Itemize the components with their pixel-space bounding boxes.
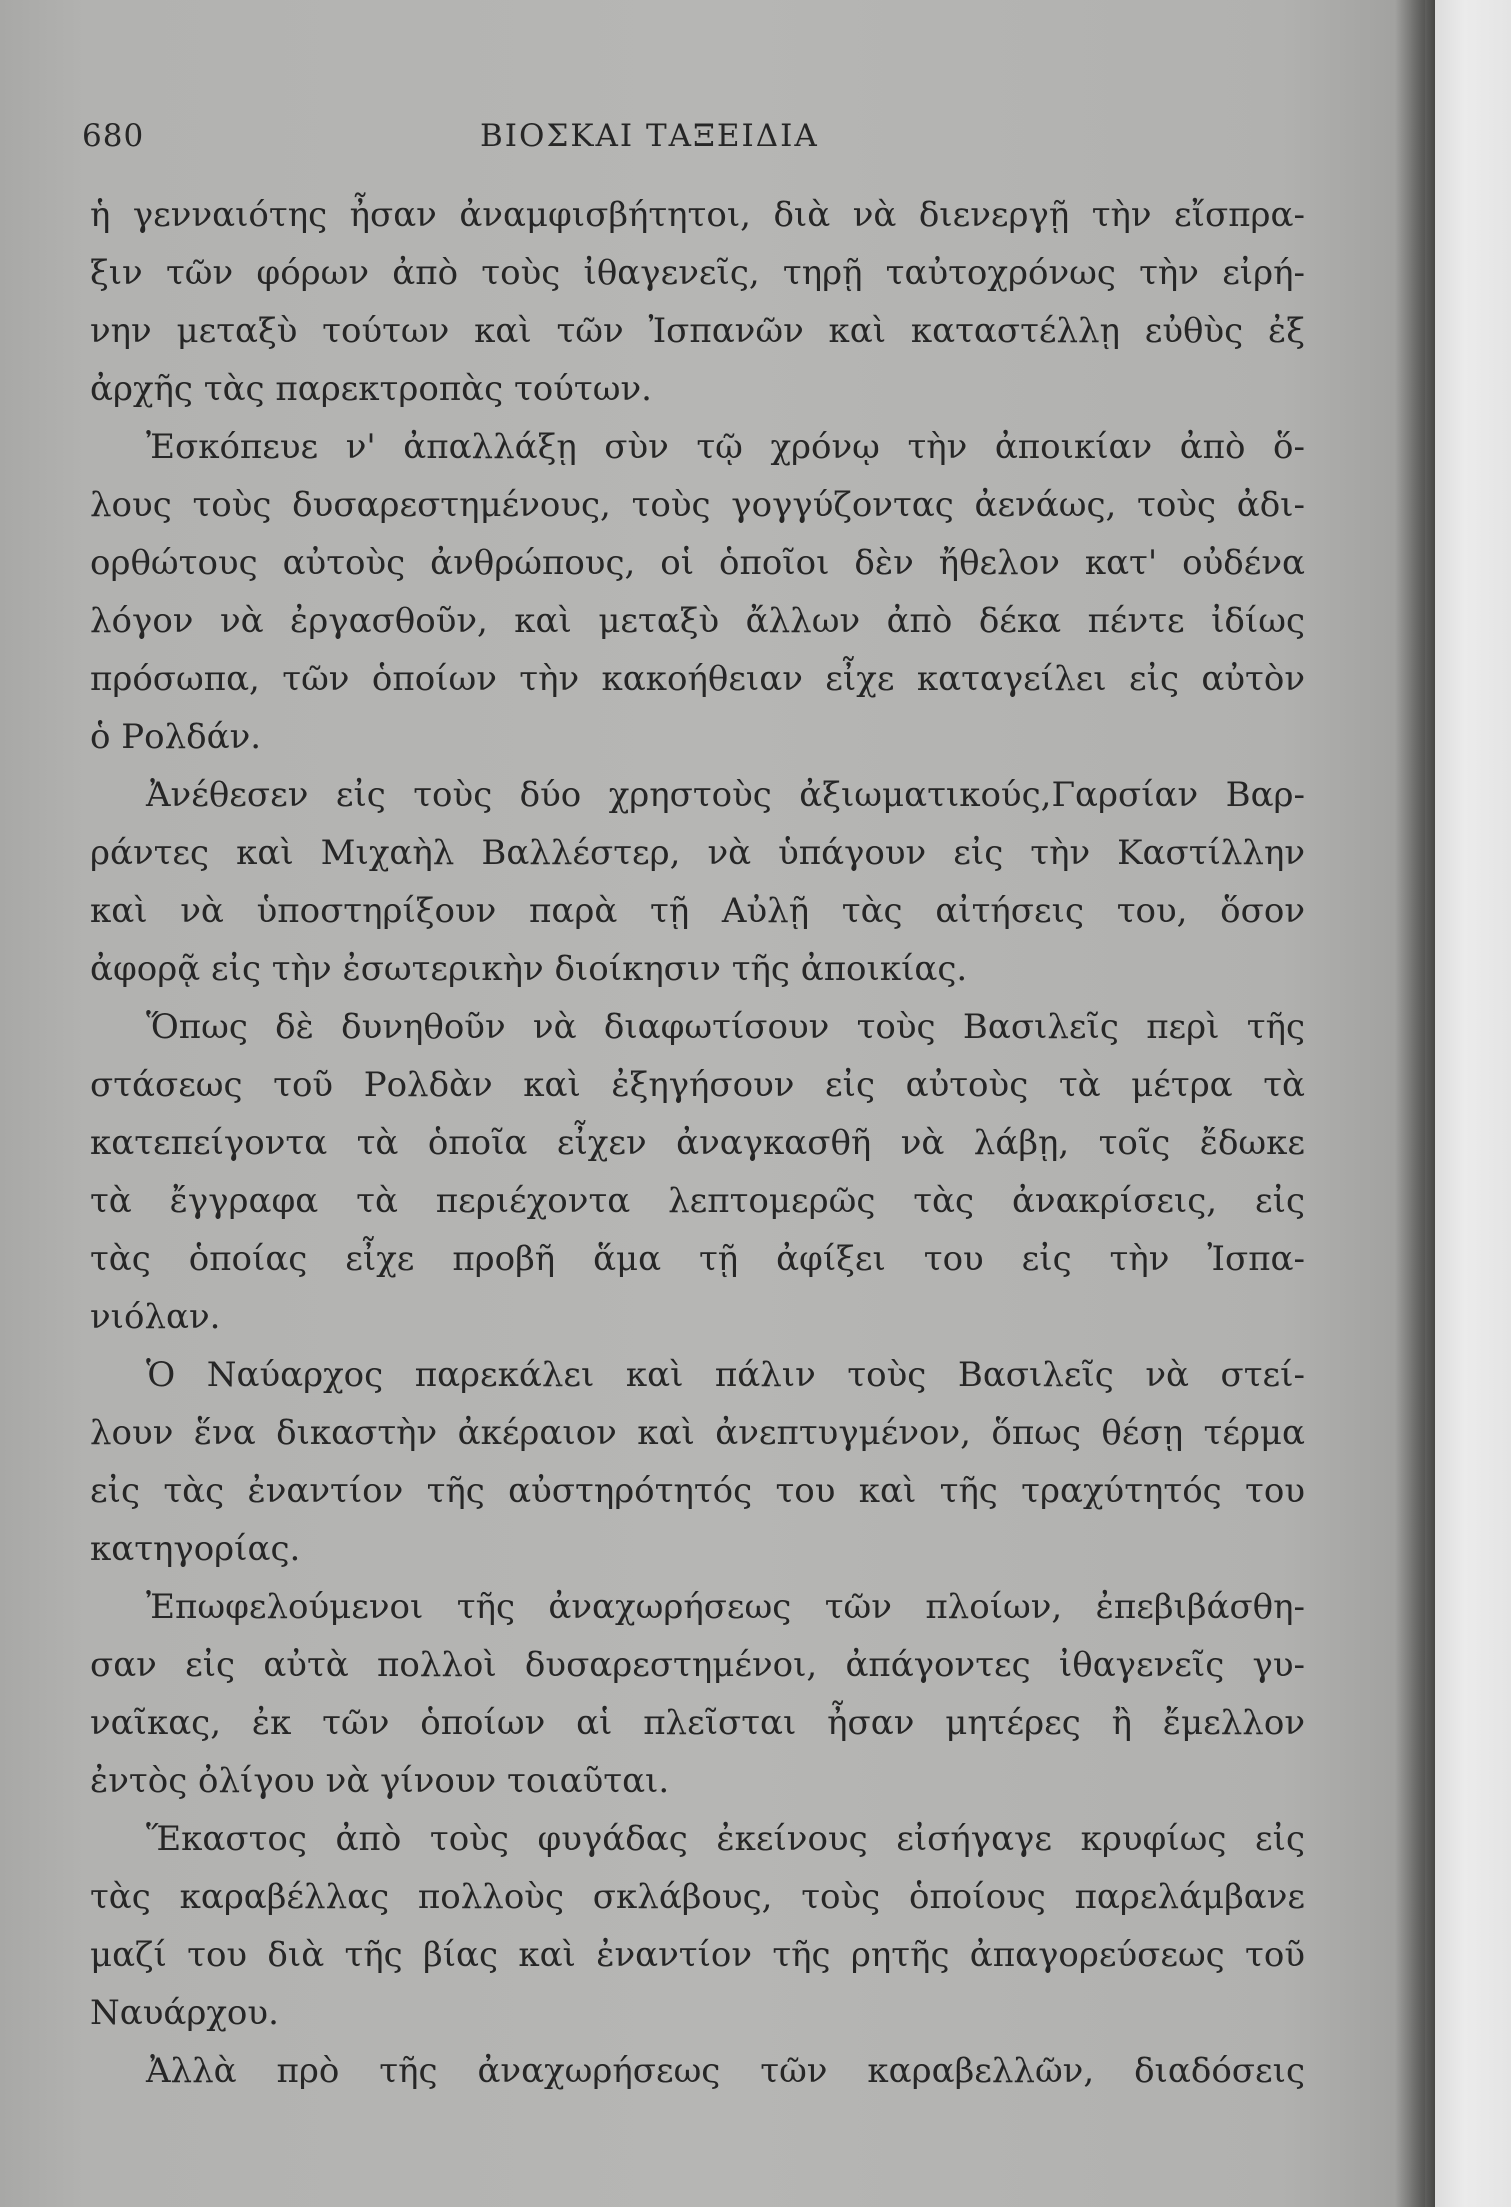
text-line: καὶ νὰ ὑποστηρίξουν παρὰ τῇ Αὐλῇ τὰς αἰτήσεις του, ὅσον: [90, 891, 1305, 931]
text-line: ὁ Ρολδάν.: [90, 717, 262, 757]
text-line: μαζί του διὰ τῆς βίας καὶ ἐναντίον τῆς ρητῆς ἀπαγορεύσεως τοῦ: [90, 1935, 1305, 1975]
text-line: ράντες καὶ Μιχαὴλ Βαλλέστερ, νὰ ὑπάγουν εἰς τὴν Καστίλλην: [90, 833, 1305, 873]
text-line: Ναυάρχου.: [90, 1993, 279, 2033]
text-line: νιόλαν.: [90, 1297, 221, 1337]
running-head: ΒΙΟΣΚΑΙ ΤΑΞΕΙΔΙΑ: [480, 118, 819, 154]
text-line: ἐντὸς ὀλίγου νὰ γίνουν τοιαῦται.: [90, 1761, 670, 1801]
text-line: τὰ ἔγγραφα τὰ περιέχοντα λεπτομερῶς τὰς ἀνακρίσεις, εἰς: [90, 1181, 1305, 1221]
text-line: Ἀλλὰ πρὸ τῆς ἀναχωρήσεως τῶν καραβελλῶν, διαδόσεις: [146, 2051, 1305, 2091]
text-line: Ἐπωφελούμενοι τῆς ἀναχωρήσεως τῶν πλοίων, ἐπεβιβάσθη-: [146, 1587, 1305, 1627]
gutter-shadow: [1395, 0, 1435, 2207]
text-line: κατεπείγοντα τὰ ὁποῖα εἶχεν ἀναγκασθῆ νὰ λάβῃ, τοῖς ἔδωκε: [90, 1123, 1305, 1163]
page-number: 680: [82, 118, 145, 154]
text-line: πρόσωπα, τῶν ὁποίων τὴν κακοήθειαν εἶχε καταγείλει εἰς αὐτὸν: [90, 659, 1305, 699]
text-line: σαν εἰς αὐτὰ πολλοὶ δυσαρεστημένοι, ἀπάγοντες ἰθαγενεῖς γυ-: [90, 1645, 1305, 1685]
text-line: εἰς τὰς ἐναντίον τῆς αὐστηρότητός του καὶ τῆς τραχύτητός του: [90, 1471, 1305, 1511]
body-text: [90, 186, 1305, 2100]
text-line: τὰς καραβέλλας πολλοὺς σκλάβους, τοὺς ὁποίους παρελάμβανε: [90, 1877, 1305, 1917]
text-line: Ὅπως δὲ δυνηθοῦν νὰ διαφωτίσουν τοὺς Βασιλεῖς περὶ τῆς: [146, 1007, 1305, 1047]
text-line: λουν ἕνα δικαστὴν ἀκέραιον καὶ ἀνεπτυγμένον, ὅπως θέσῃ τέρμα: [90, 1413, 1305, 1453]
text-line: τὰς ὁποίας εἶχε προβῆ ἅμα τῇ ἀφίξει του εἰς τὴν Ἰσπα-: [90, 1239, 1305, 1279]
text-line: λόγον νὰ ἐργασθοῦν, καὶ μεταξὺ ἄλλων ἀπὸ δέκα πέντε ἰδίως: [90, 601, 1305, 641]
text-line: ἀφορᾷ εἰς τὴν ἐσωτερικὴν διοίκησιν τῆς ἀποικίας.: [90, 949, 968, 989]
text-line: ναῖκας, ἐκ τῶν ὁποίων αἱ πλεῖσται ἦσαν μητέρες ἢ ἔμελλον: [90, 1703, 1305, 1743]
text-line: κατηγορίας.: [90, 1529, 301, 1569]
text-line: Ὁ Ναύαρχος παρεκάλει καὶ πάλιν τοὺς Βασιλεῖς νὰ στεί-: [146, 1355, 1305, 1395]
text-line: Ἕκαστος ἀπὸ τοὺς φυγάδας ἐκείνους εἰσήγαγε κρυφίως εἰς: [146, 1819, 1305, 1859]
page-header: [0, 118, 1425, 168]
text-line: ἡ γενναιότης ἦσαν ἀναμφισβήτητοι, διὰ νὰ διενεργῇ τὴν εἴσπρα-: [90, 195, 1305, 235]
text-line: Ἀνέθεσεν εἰς τοὺς δύο χρηστοὺς ἀξιωματικούς,Γαρσίαν Βαρ-: [146, 775, 1305, 815]
text-line: ξιν τῶν φόρων ἀπὸ τοὺς ἰθαγενεῖς, τηρῇ ταὐτοχρόνως τὴν εἰρή-: [90, 253, 1305, 293]
text-line: ἀρχῆς τὰς παρεκτροπὰς τούτων.: [90, 369, 652, 409]
text-line: νην μεταξὺ τούτων καὶ τῶν Ἰσπανῶν καὶ καταστέλλῃ εὐθὺς ἐξ: [90, 311, 1305, 351]
text-line: στάσεως τοῦ Ρολδὰν καὶ ἐξηγήσουν εἰς αὐτοὺς τὰ μέτρα τὰ: [90, 1065, 1305, 1105]
next-page-edge: [1435, 0, 1511, 2207]
text-line: ορθώτους αὐτοὺς ἀνθρώπους, οἱ ὁποῖοι δὲν ἤθελον κατ' οὐδένα: [90, 543, 1305, 583]
text-line: λους τοὺς δυσαρεστημένους, τοὺς γογγύζοντας ἀενάως, τοὺς ἀδι-: [90, 485, 1305, 525]
text-line: Ἐσκόπευε ν' ἀπαλλάξῃ σὺν τῷ χρόνῳ τὴν ἀποικίαν ἀπὸ ὅ-: [146, 427, 1305, 467]
